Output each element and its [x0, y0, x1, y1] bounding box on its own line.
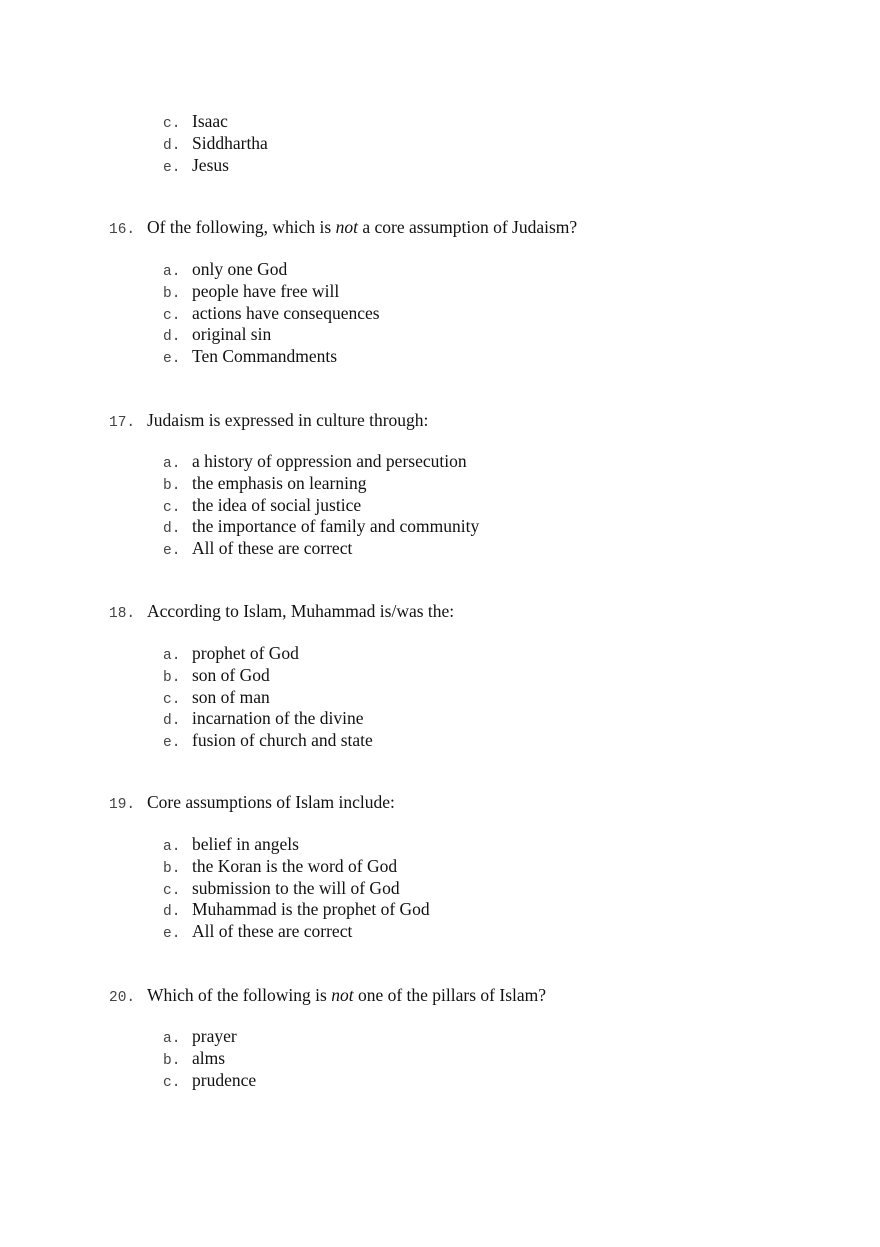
option-item	[163, 451, 479, 473]
question-text-after: one of the pillars of Islam?	[353, 985, 547, 1005]
option-text: submission to the will of God	[192, 877, 400, 898]
option-letter: c.	[163, 116, 181, 132]
question-20-options	[163, 1026, 256, 1091]
option-text: Siddhartha	[192, 132, 268, 153]
option-letter: d.	[163, 713, 181, 730]
option-item	[163, 708, 373, 730]
question-number: 19.	[109, 797, 136, 813]
option-letter: c.	[163, 499, 181, 516]
question-17-prompt	[109, 408, 428, 432]
option-item	[163, 1048, 256, 1070]
option-item	[163, 495, 479, 517]
option-letter: c.	[163, 882, 181, 899]
option-text: belief in angels	[192, 834, 299, 854]
option-item	[163, 665, 373, 687]
option-letter: a.	[163, 648, 181, 664]
carryover-options	[163, 111, 268, 176]
option-letter: d.	[163, 904, 181, 921]
option-letter: c.	[163, 691, 181, 708]
option-item	[163, 111, 268, 133]
question-19-options	[163, 834, 430, 943]
option-text: Ten Commandments	[192, 346, 338, 367]
option-text: son of man	[192, 686, 270, 707]
option-text: a history of oppression and persecution	[192, 451, 467, 471]
option-text: Isaac	[192, 111, 228, 131]
question-number: 16.	[109, 222, 136, 238]
question-16-prompt	[109, 215, 577, 239]
option-text: people have free will	[192, 280, 340, 301]
question-text-emphasis: not	[335, 217, 358, 237]
option-item	[163, 346, 380, 368]
question-text: Judaism is expressed in culture through:	[147, 410, 429, 430]
option-text: son of God	[192, 664, 270, 685]
question-18-prompt	[109, 599, 454, 623]
option-letter: b.	[163, 1052, 181, 1069]
option-text: only one God	[192, 259, 288, 279]
option-letter: b.	[163, 860, 181, 877]
option-item	[163, 921, 430, 943]
option-letter: b.	[163, 669, 181, 686]
option-text: All of these are correct	[192, 921, 353, 942]
question-18-options	[163, 643, 373, 752]
option-letter: a.	[163, 456, 181, 472]
option-item	[163, 730, 373, 752]
question-text-before: Which of the following is	[147, 985, 332, 1005]
question-19-prompt	[109, 790, 395, 814]
option-item	[163, 516, 479, 538]
question-text: Core assumptions of Islam include:	[147, 792, 395, 812]
option-text: original sin	[192, 324, 272, 345]
option-text: the importance of family and community	[192, 516, 480, 537]
option-letter: b.	[163, 477, 181, 494]
option-text: prayer	[192, 1026, 237, 1046]
option-text: incarnation of the divine	[192, 708, 364, 729]
option-letter: e.	[163, 926, 181, 943]
option-letter: a.	[163, 839, 181, 855]
question-20-prompt	[109, 983, 546, 1007]
question-text-before: Of the following, which is	[147, 217, 336, 237]
option-item	[163, 538, 479, 560]
option-letter: d.	[163, 329, 181, 346]
option-letter: e.	[163, 735, 181, 752]
option-item	[163, 303, 380, 325]
option-text: All of these are correct	[192, 538, 353, 559]
option-letter: a.	[163, 1031, 181, 1047]
option-letter: e.	[163, 543, 181, 560]
question-number: 18.	[109, 606, 136, 622]
option-item	[163, 324, 380, 346]
option-letter: e.	[163, 351, 181, 368]
question-number: 20.	[109, 990, 136, 1006]
option-letter: d.	[163, 137, 181, 154]
option-text: actions have consequences	[192, 302, 380, 323]
option-letter: b.	[163, 285, 181, 302]
option-letter: c.	[163, 307, 181, 324]
option-item	[163, 281, 380, 303]
option-item	[163, 133, 268, 155]
option-letter: a.	[163, 264, 181, 280]
option-text: alms	[192, 1047, 226, 1068]
option-item	[163, 687, 373, 709]
option-letter: d.	[163, 521, 181, 538]
option-text: the emphasis on learning	[192, 472, 367, 493]
option-text: prudence	[192, 1069, 257, 1090]
option-text: fusion of church and state	[192, 730, 373, 751]
option-item	[163, 878, 430, 900]
option-text: the Koran is the word of God	[192, 855, 398, 876]
option-item	[163, 643, 373, 665]
question-text: According to Islam, Muhammad is/was the:	[147, 601, 455, 621]
option-item	[163, 259, 380, 281]
option-letter: c.	[163, 1074, 181, 1091]
option-item	[163, 155, 268, 177]
question-number: 17.	[109, 415, 136, 431]
option-item	[163, 1070, 256, 1092]
option-letter: e.	[163, 159, 181, 176]
question-text-emphasis: not	[331, 985, 354, 1005]
option-text: Jesus	[192, 154, 229, 175]
option-item	[163, 834, 430, 856]
option-text: the idea of social justice	[192, 494, 362, 515]
option-item	[163, 473, 479, 495]
question-text-after: a core assumption of Judaism?	[357, 217, 578, 237]
option-item	[163, 856, 430, 878]
option-text: prophet of God	[192, 643, 299, 663]
question-17-options	[163, 451, 479, 560]
option-item	[163, 899, 430, 921]
option-text: Muhammad is the prophet of God	[192, 899, 430, 920]
question-16-options	[163, 259, 380, 368]
option-item	[163, 1026, 256, 1048]
